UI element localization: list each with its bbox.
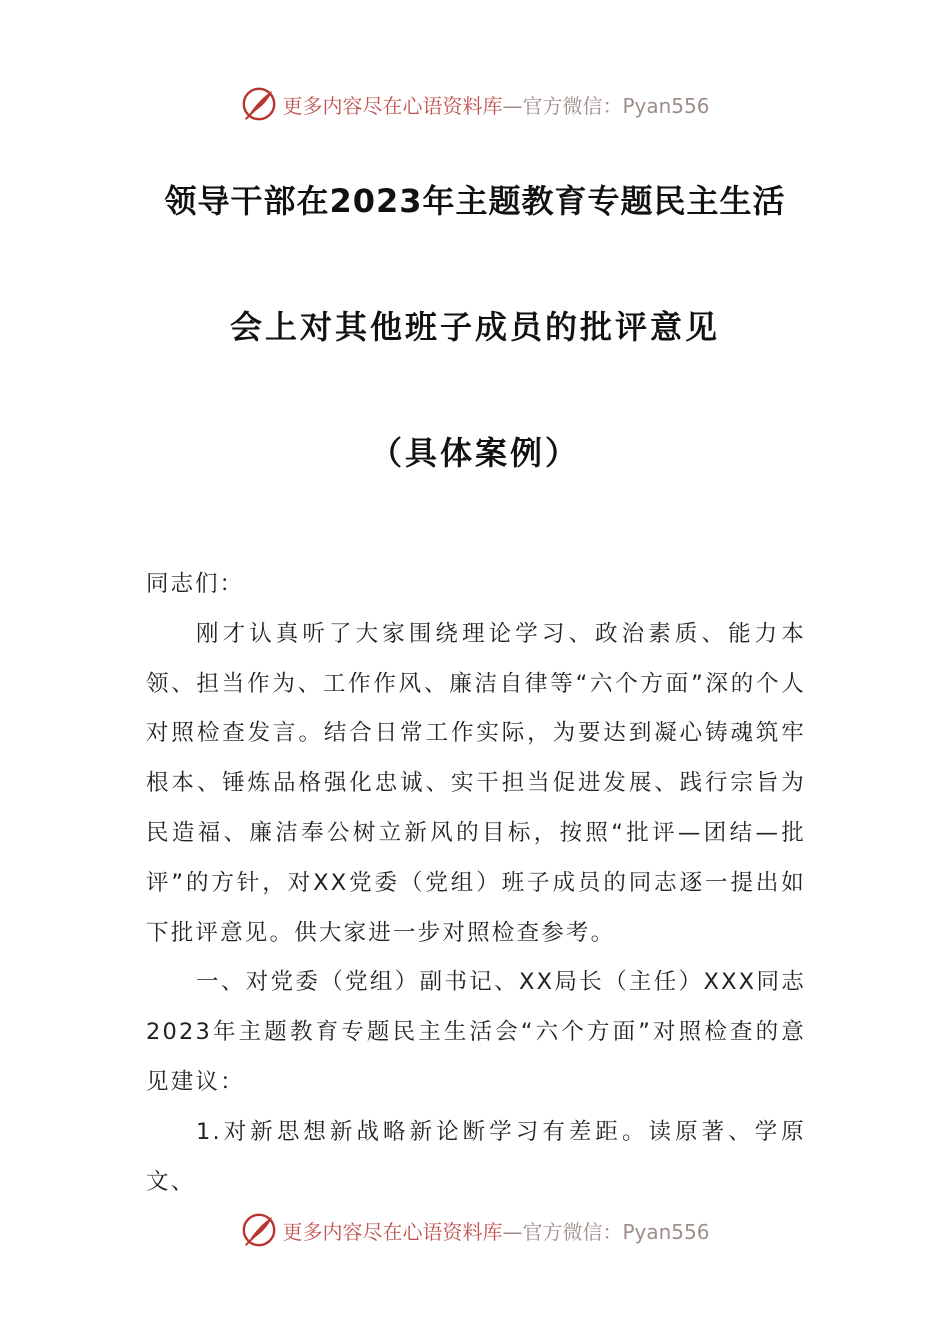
watermark-banner-top — [0, 82, 950, 126]
document-body — [146, 560, 806, 1207]
watermark-banner-bottom — [0, 1208, 950, 1252]
paragraph-item-one: 1.对新思想新战略新论断学习有差距。读原著、学原文、 — [146, 1118, 806, 1195]
feather-logo-icon — [240, 85, 278, 123]
watermark-text-bottom: 更多内容尽在心语资料库 — [282, 1219, 503, 1244]
paragraph-section-one: 一、对党委（党组）副书记、XX局长（主任）XXX同志2023年主题教育专题民主生活会“六个方面”对照检查的意见建议： — [146, 969, 806, 1095]
watermark-suffix-bottom: —官方微信：Pyan556 — [502, 1219, 710, 1244]
paragraph-intro: 刚才认真听了大家围绕理论学习、政治素质、能力本领、担当作为、工作作风、廉洁自律等“六个方面”深的个人对照检查发言。结合日常工作实际，为要达到凝心铸魂筑牢根本、锤炼品格强化忠诚、实干担当促进发展、践行宗旨为民造福、廉洁奉公树立新风的目标，按照“批评—团结—批评”的方针，对XX党委（党组）班子成员的同志逐一提出如下批评意见。供大家进一步对照检查参考。 — [146, 620, 806, 946]
feather-logo-icon — [240, 1211, 278, 1249]
document-title-line-1: 领导干部在2023年主题教育专题民主生活 — [164, 182, 786, 220]
document-title-line-2: 会上对其他班子成员的批评意见 — [229, 308, 720, 346]
watermark-suffix: —官方微信：Pyan556 — [502, 93, 710, 118]
salutation: 同志们： — [146, 571, 245, 597]
watermark-text: 更多内容尽在心语资料库 — [282, 93, 503, 118]
document-subtitle: （具体案例） — [369, 434, 580, 472]
